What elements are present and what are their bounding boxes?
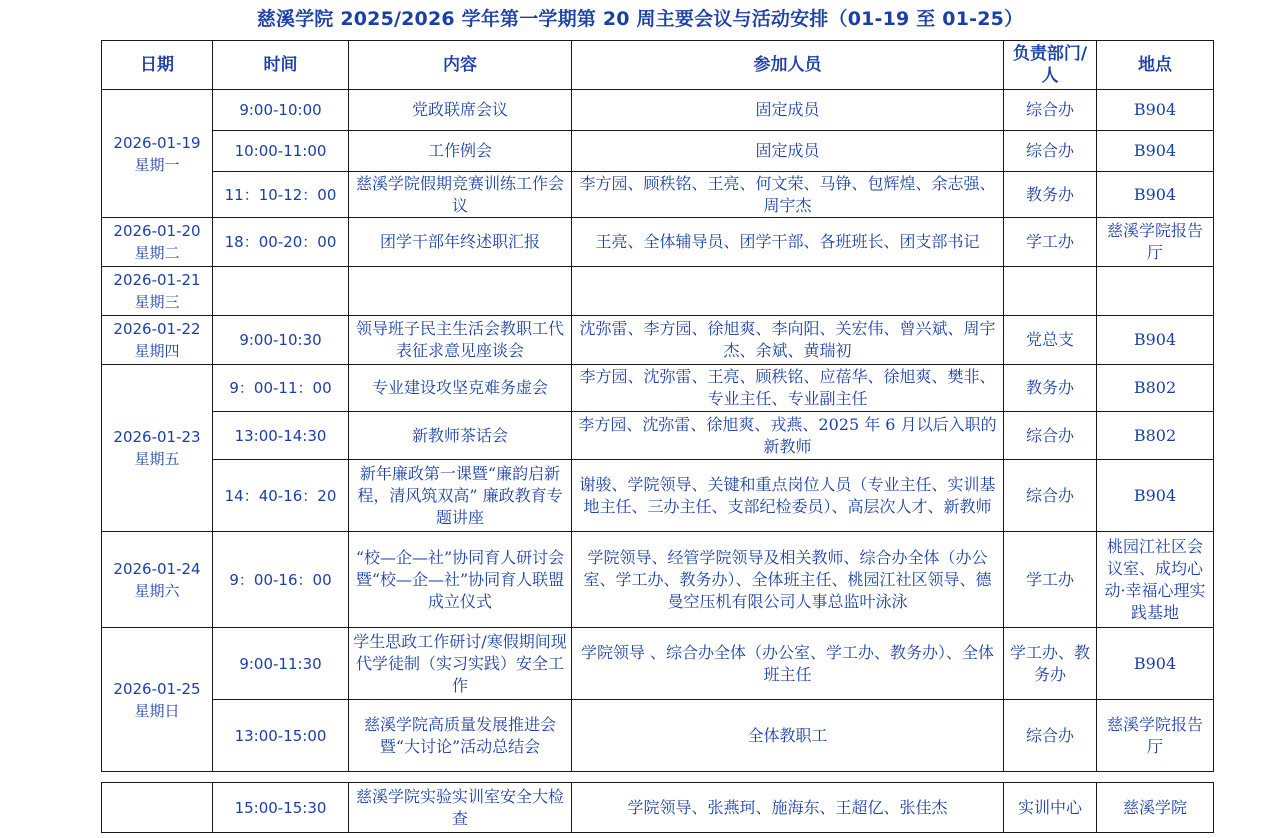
date-cell bbox=[102, 267, 213, 316]
location-cell: B904 bbox=[1097, 172, 1214, 218]
date-cell bbox=[102, 316, 213, 365]
table-row bbox=[102, 532, 1214, 628]
dept-cell: 综合办 bbox=[1004, 131, 1097, 172]
table-row bbox=[102, 267, 1214, 316]
table-row bbox=[102, 783, 1214, 833]
time-cell: 9:00-10:30 bbox=[213, 316, 349, 365]
dept-cell: 学工办、教务办 bbox=[1004, 628, 1097, 700]
content-cell: 慈溪学院高质量发展推进会暨“大讨论”活动总结会 bbox=[349, 700, 572, 772]
dept-cell: 实训中心 bbox=[1004, 783, 1097, 833]
extra-schedule-table bbox=[101, 782, 1214, 833]
attendees-cell: 全体教职工 bbox=[572, 700, 1004, 772]
attendees-cell: 李方园、沈弥雷、徐旭爽、戎燕、2025 年 6 月以后入职的新教师 bbox=[572, 412, 1004, 460]
date-cell bbox=[102, 365, 213, 532]
location-cell: 桃园江社区会议室、成均心动·幸福心理实践基地 bbox=[1097, 532, 1214, 628]
content-cell: 学生思政工作研讨/寒假期间现代学徒制（实习实践）安全工作 bbox=[349, 628, 572, 700]
content-cell bbox=[349, 267, 572, 316]
attendees-cell: 固定成员 bbox=[572, 131, 1004, 172]
location-cell: B802 bbox=[1097, 365, 1214, 412]
content-cell: 领导班子民主生活会教职工代表征求意见座谈会 bbox=[349, 316, 572, 365]
date-text: 2026-01-25 bbox=[113, 679, 201, 698]
content-cell: “校—企—社”协同育人研讨会暨“校—企—社”协同育人联盟成立仪式 bbox=[349, 532, 572, 628]
header-dept: 负责部门/人 bbox=[1004, 41, 1097, 90]
date-cell bbox=[102, 218, 213, 267]
dept-cell: 党总支 bbox=[1004, 316, 1097, 365]
dept-cell bbox=[1004, 267, 1097, 316]
content-cell: 慈溪学院假期竞赛训练工作会议 bbox=[349, 172, 572, 218]
attendees-cell: 学院领导、经管学院领导及相关教师、综合办全体（办公室、学工办、教务办）、全体班主任、桃园江社区领导、德曼空压机有限公司人事总监叶泳泳 bbox=[572, 532, 1004, 628]
date-text: 2026-01-19 bbox=[113, 133, 201, 152]
weekday-text: 星期五 bbox=[134, 450, 180, 468]
schedule-table bbox=[101, 40, 1214, 772]
date-cell bbox=[102, 783, 213, 833]
location-cell bbox=[1097, 267, 1214, 316]
location-cell: 慈溪学院报告厅 bbox=[1097, 218, 1214, 267]
weekday-text: 星期六 bbox=[134, 581, 180, 600]
table-row bbox=[102, 131, 1214, 172]
header-date: 日期 bbox=[102, 41, 213, 90]
attendees-cell: 王亮、全体辅导员、团学干部、各班班长、团支部书记 bbox=[572, 218, 1004, 267]
dept-cell: 学工办 bbox=[1004, 218, 1097, 267]
location-cell: B904 bbox=[1097, 628, 1214, 700]
date-text: 2026-01-24 bbox=[113, 559, 201, 578]
attendees-cell: 李方园、顾秩铭、王亮、何文荣、马铮、包辉煌、余志强、周宇杰 bbox=[572, 172, 1004, 218]
table-row bbox=[102, 628, 1214, 700]
weekday-text: 星期二 bbox=[134, 244, 180, 262]
weekday-text: 星期日 bbox=[134, 701, 180, 720]
date-text: 2026-01-21 bbox=[113, 271, 201, 289]
content-cell: 团学干部年终述职汇报 bbox=[349, 218, 572, 267]
time-cell: 9：00-16：00 bbox=[213, 532, 349, 628]
header-content: 内容 bbox=[349, 41, 572, 90]
dept-cell: 教务办 bbox=[1004, 365, 1097, 412]
location-cell: B904 bbox=[1097, 131, 1214, 172]
location-cell: 慈溪学院 bbox=[1097, 783, 1214, 833]
dept-cell: 综合办 bbox=[1004, 460, 1097, 532]
date-cell bbox=[102, 90, 213, 218]
dept-cell: 综合办 bbox=[1004, 412, 1097, 460]
dept-cell: 综合办 bbox=[1004, 90, 1097, 131]
weekday-text: 星期一 bbox=[134, 155, 180, 174]
weekday-text: 星期三 bbox=[134, 293, 180, 311]
table-row bbox=[102, 700, 1214, 772]
table-row bbox=[102, 460, 1214, 532]
time-cell: 11：10-12：00 bbox=[213, 172, 349, 218]
header-time: 时间 bbox=[213, 41, 349, 90]
table-row bbox=[102, 412, 1214, 460]
table-row bbox=[102, 90, 1214, 131]
content-cell: 专业建设攻坚克难务虚会 bbox=[349, 365, 572, 412]
location-cell: B904 bbox=[1097, 316, 1214, 365]
attendees-cell: 谢骏、学院领导、关键和重点岗位人员（专业主任、实训基地主任、三办主任、支部纪检委员）、高层次人才、新教师 bbox=[572, 460, 1004, 532]
dept-cell: 综合办 bbox=[1004, 700, 1097, 772]
content-cell: 工作例会 bbox=[349, 131, 572, 172]
location-cell: B802 bbox=[1097, 412, 1214, 460]
header-attendees: 参加人员 bbox=[572, 41, 1004, 90]
date-cell bbox=[102, 628, 213, 772]
time-cell: 18：00-20：00 bbox=[213, 218, 349, 267]
dept-cell: 教务办 bbox=[1004, 172, 1097, 218]
attendees-cell: 学院领导、张燕珂、施海东、王超亿、张佳杰 bbox=[572, 783, 1004, 833]
date-cell bbox=[102, 532, 213, 628]
time-cell: 14：40-16：20 bbox=[213, 460, 349, 532]
time-cell: 13:00-14:30 bbox=[213, 412, 349, 460]
time-cell: 9：00-11：00 bbox=[213, 365, 349, 412]
date-text: 2026-01-20 bbox=[113, 222, 201, 240]
attendees-cell: 固定成员 bbox=[572, 90, 1004, 131]
attendees-cell: 学院领导 、综合办全体（办公室、学工办、教务办）、全体班主任 bbox=[572, 628, 1004, 700]
table-row bbox=[102, 365, 1214, 412]
time-cell: 9:00-11:30 bbox=[213, 628, 349, 700]
content-cell: 党政联席会议 bbox=[349, 90, 572, 131]
content-cell: 新年廉政第一课暨“廉韵启新程，清风筑双高” 廉政教育专题讲座 bbox=[349, 460, 572, 532]
time-cell: 15:00-15:30 bbox=[213, 783, 349, 833]
table-row bbox=[102, 218, 1214, 267]
content-cell: 慈溪学院实验实训室安全大检查 bbox=[349, 783, 572, 833]
time-cell: 9:00-10:00 bbox=[213, 90, 349, 131]
date-text: 2026-01-23 bbox=[113, 428, 201, 446]
time-cell bbox=[213, 267, 349, 316]
time-cell: 10:00-11:00 bbox=[213, 131, 349, 172]
attendees-cell: 沈弥雷、李方园、徐旭爽、李向阳、关宏伟、曾兴斌、周宇杰、余斌、黄瑞初 bbox=[572, 316, 1004, 365]
header-row bbox=[102, 41, 1214, 90]
table-row bbox=[102, 172, 1214, 218]
content-cell: 新教师茶话会 bbox=[349, 412, 572, 460]
header-location: 地点 bbox=[1097, 41, 1214, 90]
attendees-cell bbox=[572, 267, 1004, 316]
dept-cell: 学工办 bbox=[1004, 532, 1097, 628]
location-cell: 慈溪学院报告厅 bbox=[1097, 700, 1214, 772]
time-cell: 13:00-15:00 bbox=[213, 700, 349, 772]
location-cell: B904 bbox=[1097, 460, 1214, 532]
table-row bbox=[102, 316, 1214, 365]
page-title: 慈溪学院 2025/2026 学年第一学期第 20 周主要会议与活动安排（01-19 至 01-25） bbox=[256, 8, 1024, 30]
location-cell: B904 bbox=[1097, 90, 1214, 131]
date-text: 2026-01-22 bbox=[113, 320, 201, 338]
attendees-cell: 李方园、沈弥雷、王亮、顾秩铭、应蓓华、徐旭爽、樊非、专业主任、专业副主任 bbox=[572, 365, 1004, 412]
weekday-text: 星期四 bbox=[134, 342, 180, 360]
